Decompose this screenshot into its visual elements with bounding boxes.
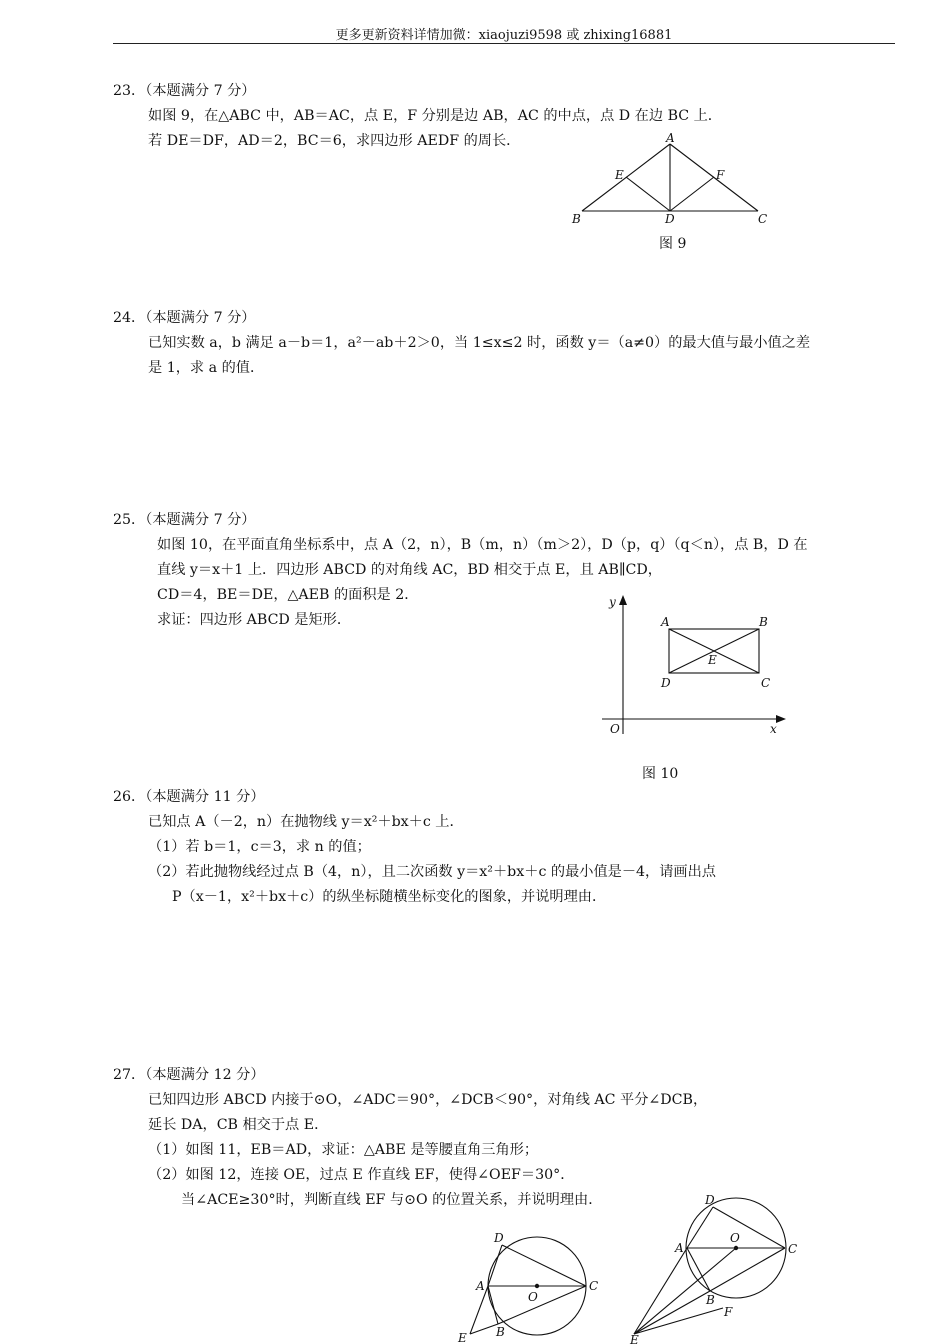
fig11-chord-da (488, 1245, 502, 1286)
fig10-label-e: E (708, 653, 717, 667)
figure-9-caption: 图 9 (659, 236, 687, 252)
fig11-chord-ab (488, 1286, 498, 1324)
fig12-label-c: C (788, 1242, 798, 1256)
q26-line3: （2）若此抛物线经过点 B（4，n），且二次函数 y＝x²＋bx＋c 的最小值是－4，请画出点 (148, 864, 716, 880)
fig10-label-x: x (770, 722, 777, 736)
fig12-center-dot (734, 1246, 738, 1250)
q23-line2: 若 DE＝DF，AD＝2，BC＝6，求四边形 AEDF 的周长． (148, 133, 521, 149)
q25-line3: CD＝4，BE＝DE，△AEB 的面积是 2． (157, 587, 419, 603)
q24-line2: 是 1，求 a 的值． (148, 360, 265, 376)
fig9-label-b: B (572, 212, 581, 226)
q24-heading: 24．（本题满分 7 分） (113, 310, 256, 326)
fig12-label-o: O (730, 1231, 740, 1245)
fig10-label-y: y (609, 595, 616, 609)
q27-line5: 当∠ACE≥30°时，判断直线 EF 与⊙O 的位置关系，并说明理由． (181, 1192, 603, 1208)
q27-line4: （2）如图 12，连接 OE，过点 E 作直线 EF，使得∠OEF＝30°． (148, 1167, 575, 1183)
fig9-label-c: C (758, 212, 768, 226)
figure-12 (620, 1190, 820, 1344)
fig11-segment-eb (470, 1324, 498, 1334)
q25-line1: 如图 10，在平面直角坐标系中，点 A（2，n），B（m，n）（m＞2），D（p，q）（q＜n），点 B，D 在 (157, 537, 808, 553)
fig10-label-b: B (759, 615, 768, 629)
q25-heading: 25．（本题满分 7 分） (113, 512, 256, 528)
fig11-label-o: O (528, 1290, 538, 1304)
fig10-label-a: A (661, 615, 670, 629)
fig10-y-arrow (619, 595, 627, 605)
fig12-label-d: D (705, 1193, 715, 1207)
q25-line4: 求证：四边形 ABCD 是矩形． (157, 612, 352, 628)
fig12-segment-eb (634, 1291, 710, 1334)
fig11-center-dot (535, 1284, 539, 1288)
fig12-label-f: F (724, 1305, 733, 1319)
fig11-segment-ea (470, 1286, 488, 1334)
fig10-label-c: C (761, 676, 771, 690)
fig9-segment-ed (626, 177, 670, 211)
figure-10-caption: 图 10 (642, 766, 679, 782)
fig9-label-a: A (666, 131, 675, 145)
fig12-label-e: E (630, 1333, 639, 1344)
fig10-label-o: O (610, 722, 620, 736)
q27-heading: 27．（本题满分 12 分） (113, 1067, 265, 1083)
fig10-x-arrow (776, 715, 786, 723)
q23-line1: 如图 9，在△ABC 中，AB＝AC，点 E，F 分别是边 AB，AC 的中点，点 D 在边 BC 上． (148, 108, 722, 124)
fig12-label-a: A (675, 1241, 684, 1255)
fig11-chord-bc (498, 1286, 586, 1324)
q27-line2: 延长 DA，CB 相交于点 E． (148, 1117, 329, 1133)
fig9-label-d: D (665, 212, 675, 226)
q26-line4: P（x－1，x²＋bx＋c）的纵坐标随横坐标变化的图象，并说明理由． (172, 889, 607, 905)
figure-9 (560, 132, 780, 232)
q23-heading: 23．（本题满分 7 分） (113, 83, 256, 99)
fig11-label-d: D (494, 1231, 504, 1245)
q25-line2: 直线 y＝x＋1 上．四边形 ABCD 的对角线 AC，BD 相交于点 E，且 AB∥CD， (157, 562, 662, 578)
figure-10 (598, 592, 798, 742)
fig12-chord-bc (710, 1248, 785, 1291)
q27-line1: 已知四边形 ABCD 内接于⊙O，∠ADC＝90°，∠DCB＜90°，对角线 AC 平分∠DCB， (148, 1092, 708, 1108)
q24-line1: 已知实数 a，b 满足 a－b＝1，a²－ab＋2＞0，当 1≤x≤2 时，函数 y＝（a≠0）的最大值与最小值之差 (148, 335, 811, 351)
fig11-chord-dc (502, 1245, 586, 1286)
fig9-segment-fd (670, 177, 714, 211)
q26-line1: 已知点 A（－2，n）在抛物线 y＝x²＋bx＋c 上． (148, 814, 464, 830)
fig9-label-f: F (716, 168, 725, 182)
q26-line2: （1）若 b＝1，c＝3，求 n 的值； (148, 839, 371, 855)
fig12-label-b: B (706, 1293, 715, 1307)
fig11-label-e: E (458, 1331, 467, 1344)
header-divider (113, 43, 895, 44)
fig11-label-c: C (589, 1279, 599, 1293)
page-header: 更多更新资料详情加微：xiaojuzi9598 或 zhixing16881 (335, 28, 673, 43)
fig9-label-e: E (615, 168, 624, 182)
fig10-label-d: D (661, 676, 671, 690)
figure-11 (450, 1230, 610, 1344)
fig11-label-a: A (476, 1279, 485, 1293)
fig12-chord-dc (713, 1207, 785, 1248)
fig12-segment-eo (634, 1248, 736, 1334)
fig11-label-b: B (496, 1325, 505, 1339)
q26-heading: 26．（本题满分 11 分） (113, 789, 265, 805)
q27-line3: （1）如图 11，EB＝AD，求证：△ABE 是等腰直角三角形； (148, 1142, 539, 1158)
